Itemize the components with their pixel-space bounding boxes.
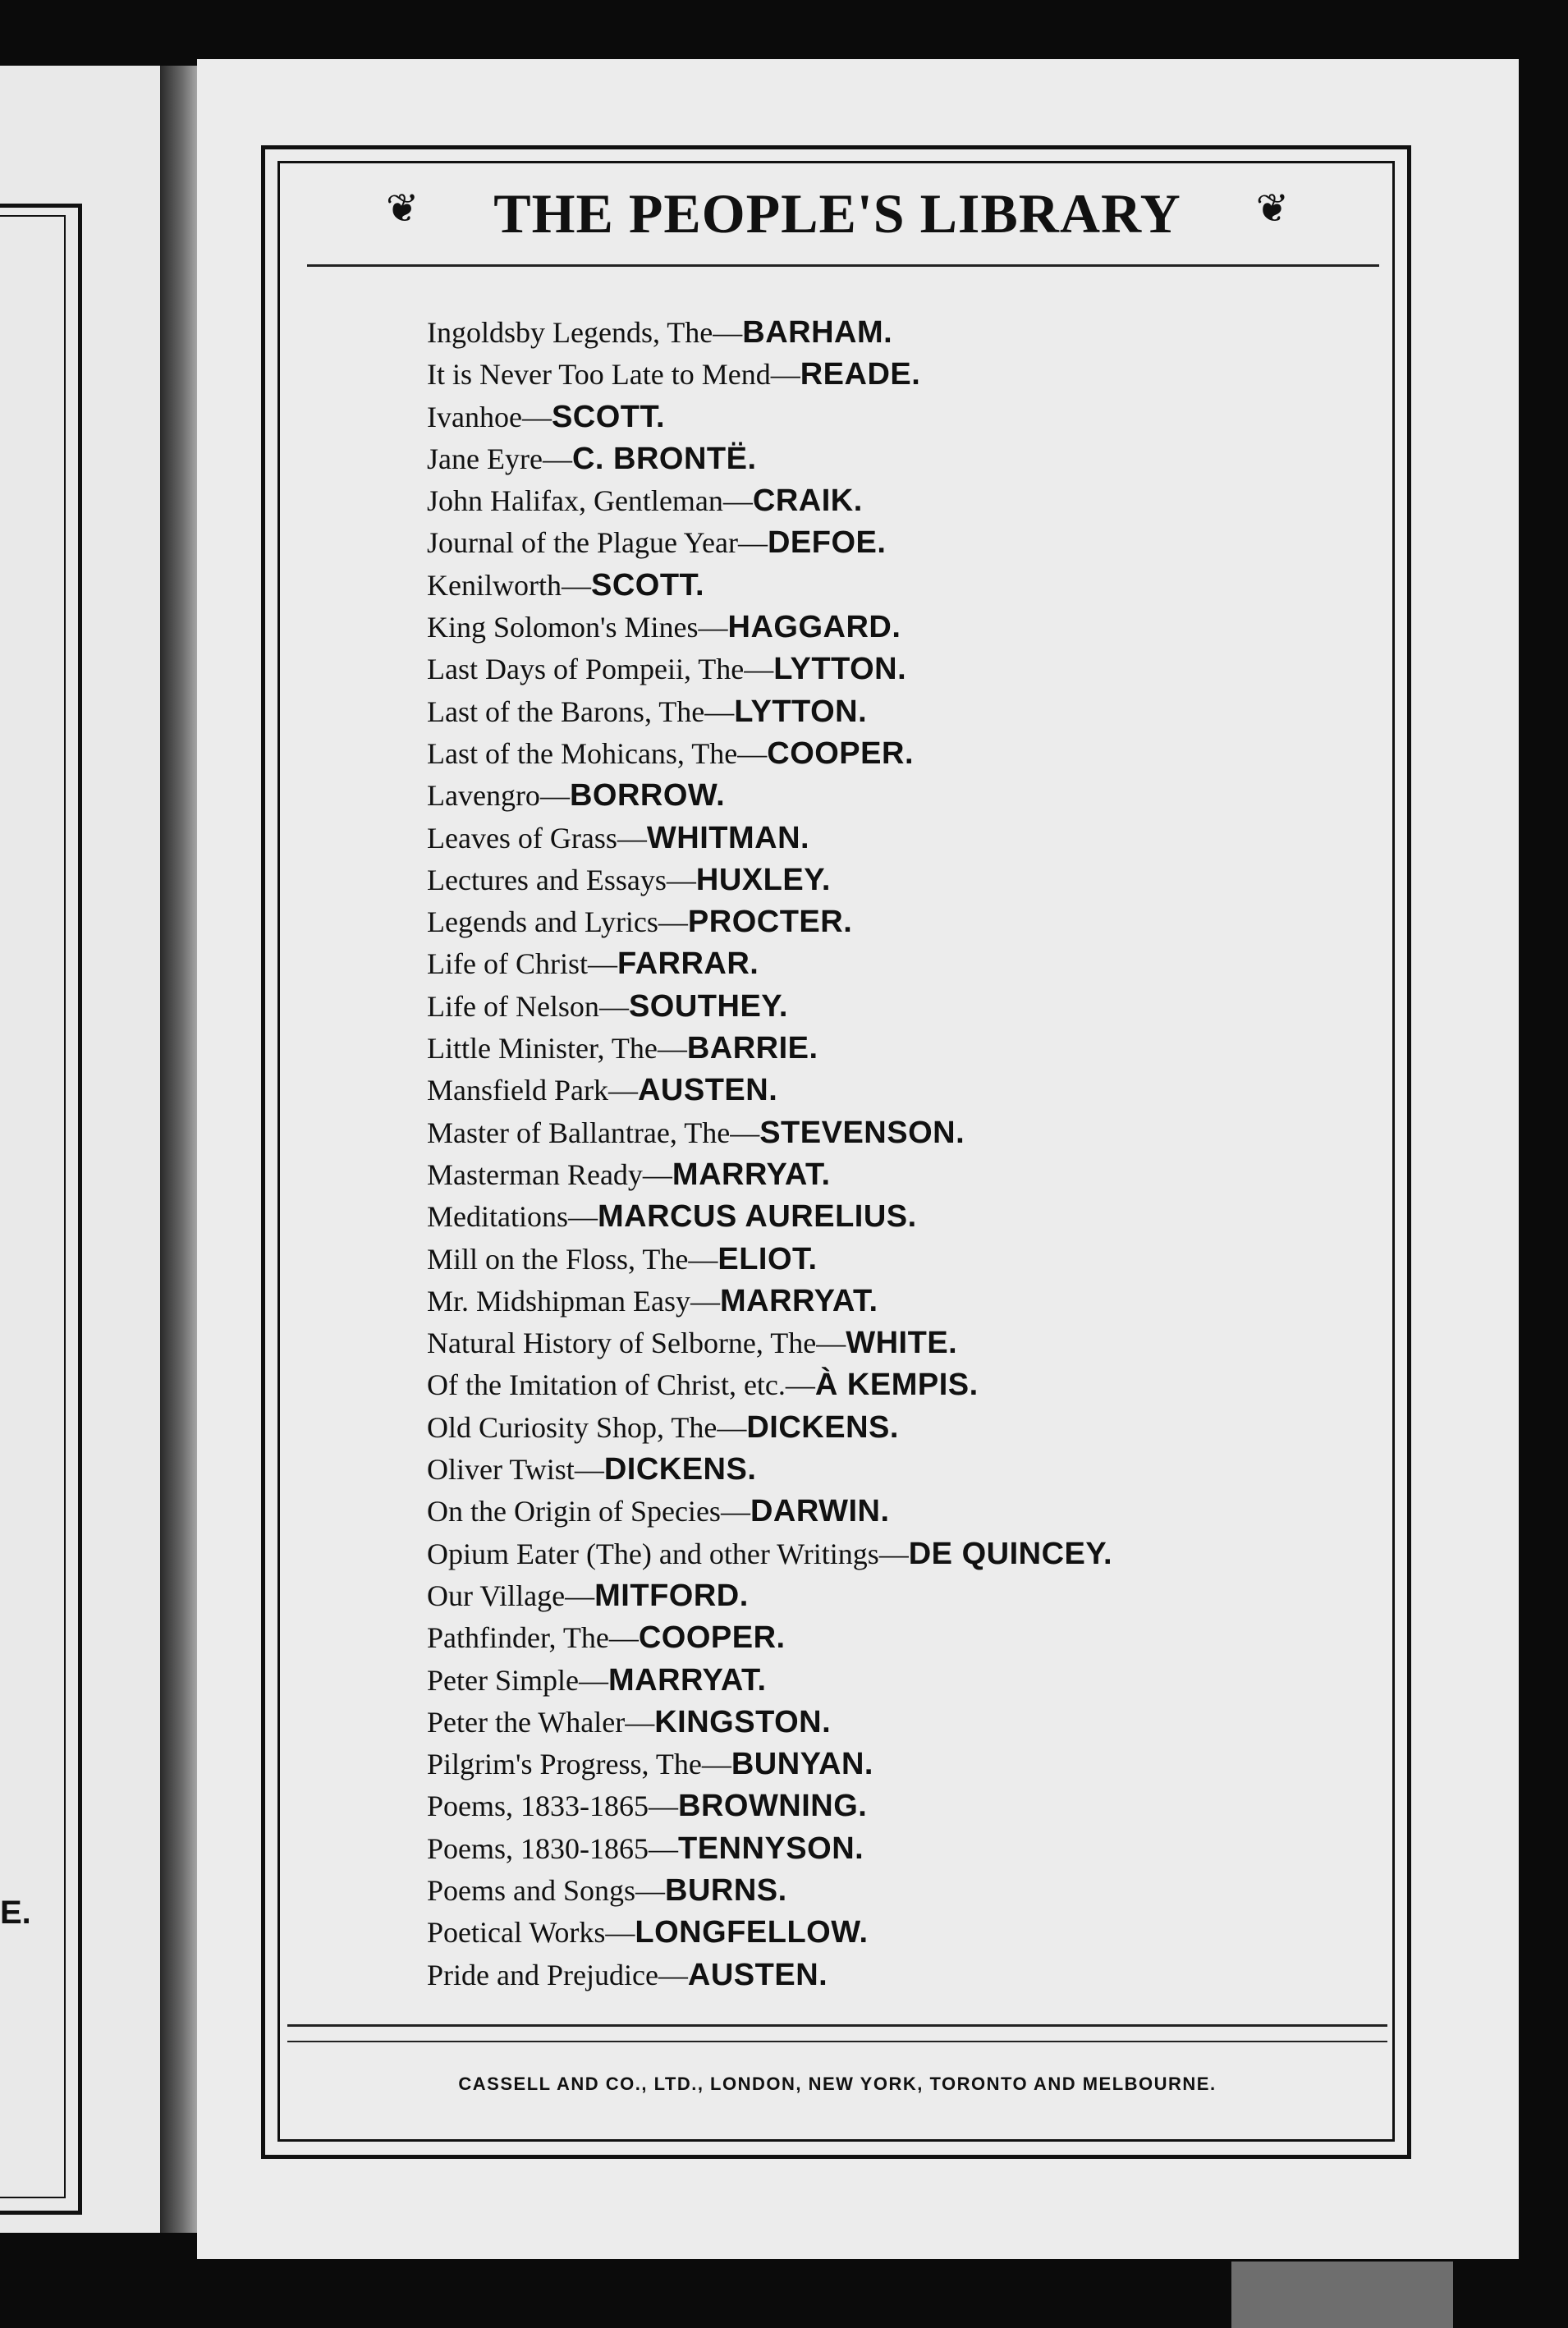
book-title: Oliver Twist	[427, 1453, 575, 1487]
book-author: DEFOE.	[767, 525, 887, 561]
em-dash: —	[722, 484, 753, 518]
book-title: Lavengro	[427, 779, 540, 813]
fleuron-right-icon: ❦	[1255, 186, 1289, 231]
list-item	[427, 1785, 1396, 1827]
left-page-text-fragment: E.	[0, 1895, 31, 1931]
list-item	[427, 1702, 1396, 1744]
list-item	[427, 1955, 1396, 1996]
book-author: COOPER.	[767, 736, 914, 771]
list-item	[427, 438, 1396, 480]
list-item	[427, 733, 1396, 775]
list-item	[427, 396, 1396, 438]
list-item	[427, 1364, 1396, 1406]
em-dash: —	[608, 1621, 639, 1655]
book-author: PROCTER.	[687, 905, 853, 940]
em-dash: —	[521, 400, 552, 433]
list-item	[427, 1533, 1396, 1575]
em-dash: —	[598, 989, 629, 1023]
left-page	[0, 66, 164, 2233]
list-item	[427, 1154, 1396, 1196]
em-dash: —	[688, 1242, 718, 1276]
em-dash: —	[658, 1958, 688, 1991]
list-item	[427, 943, 1396, 985]
em-dash: —	[785, 1368, 815, 1402]
em-dash: —	[658, 905, 688, 939]
list-item	[427, 1491, 1396, 1533]
book-author: BURNS.	[665, 1872, 787, 1908]
list-item	[427, 480, 1396, 522]
em-dash: —	[878, 1537, 909, 1570]
book-title: Journal of the Plague Year	[427, 526, 738, 560]
book-author: HUXLEY.	[695, 862, 831, 897]
book-title: It is Never Too Late to Mend	[427, 358, 771, 392]
book-title: Master of Ballantrae, The	[427, 1116, 731, 1149]
em-dash: —	[635, 1873, 666, 1907]
book-author: DICKENS.	[746, 1409, 899, 1445]
book-author: DARWIN.	[750, 1494, 890, 1529]
list-item	[427, 1744, 1396, 1785]
book-author: LONGFELLOW.	[635, 1915, 869, 1950]
book-title: Poems, 1830-1865	[427, 1831, 649, 1865]
list-item	[427, 1322, 1396, 1364]
book-author: À KEMPIS.	[814, 1368, 979, 1403]
header-rule	[307, 264, 1379, 267]
book-title: Mr. Midshipman Easy	[427, 1284, 690, 1318]
footer-rule-upper	[287, 2024, 1387, 2027]
em-dash: —	[649, 1790, 678, 1823]
em-dash: —	[666, 863, 696, 896]
book-author: SCOTT.	[551, 399, 666, 434]
fleuron-left-icon: ❦	[386, 186, 420, 231]
book-author: WHITMAN.	[646, 820, 810, 855]
book-title: Mansfield Park	[427, 1074, 608, 1107]
list-item	[427, 565, 1396, 607]
em-dash: —	[737, 736, 768, 770]
em-dash: —	[605, 1916, 635, 1950]
book-title: Poems, 1833-1865	[427, 1790, 649, 1823]
book-title: Last Days of Pompeii, The	[427, 653, 745, 686]
book-title: On the Origin of Species	[427, 1495, 721, 1528]
em-dash: —	[713, 316, 743, 349]
em-dash: —	[701, 1748, 731, 1781]
em-dash: —	[770, 358, 800, 392]
em-dash: —	[698, 611, 728, 644]
book-title: Ingoldsby Legends, The	[427, 316, 713, 349]
em-dash: —	[720, 1495, 750, 1528]
book-author: BORROW.	[569, 778, 726, 813]
list-item	[427, 648, 1396, 690]
em-dash: —	[744, 653, 774, 686]
em-dash: —	[704, 694, 735, 728]
em-dash: —	[542, 442, 572, 475]
em-dash: —	[690, 1284, 720, 1318]
em-dash: —	[625, 1705, 655, 1739]
book-author: LYTTON.	[773, 652, 907, 687]
book-author: AUSTEN.	[687, 1957, 828, 1992]
book-author: DICKENS.	[603, 1452, 757, 1487]
em-dash: —	[539, 779, 570, 813]
list-item	[427, 901, 1396, 943]
list-item	[427, 1028, 1396, 1070]
list-item	[427, 522, 1396, 564]
em-dash: —	[565, 1579, 595, 1612]
page-title: THE PEOPLE'S LIBRARY	[493, 181, 1181, 245]
book-title: Pride and Prejudice	[427, 1958, 658, 1991]
list-item	[427, 986, 1396, 1028]
book-author: MARRYAT.	[672, 1157, 831, 1192]
book-title: Kenilworth	[427, 568, 562, 602]
em-dash: —	[816, 1327, 846, 1360]
em-dash: —	[649, 1831, 678, 1865]
book-author: AUSTEN.	[637, 1073, 778, 1108]
book-author: FARRAR.	[617, 946, 759, 982]
list-item	[427, 1281, 1396, 1322]
book-author: DE QUINCEY.	[908, 1536, 1113, 1571]
book-title: King Solomon's Mines	[427, 611, 699, 644]
book-title: Masterman Ready	[427, 1157, 643, 1191]
list-item	[427, 859, 1396, 901]
em-dash: —	[561, 568, 591, 602]
book-author: C. BRONTË.	[571, 441, 757, 476]
book-author: SOUTHEY.	[628, 988, 788, 1024]
book-title: Peter Simple	[427, 1663, 579, 1697]
book-title: Little Minister, The	[427, 1032, 658, 1065]
list-item	[427, 818, 1396, 859]
book-title: Pilgrim's Progress, The	[427, 1748, 702, 1781]
list-item	[427, 1828, 1396, 1870]
list-item	[427, 312, 1396, 354]
list-item	[427, 1239, 1396, 1281]
book-title: Peter the Whaler	[427, 1705, 626, 1739]
em-dash: —	[607, 1074, 638, 1107]
list-item	[427, 1660, 1396, 1702]
list-item	[427, 1912, 1396, 1954]
list-item	[427, 607, 1396, 648]
book-author: BARRIE.	[686, 1031, 818, 1066]
book-title: Pathfinder, The	[427, 1621, 609, 1655]
list-item	[427, 691, 1396, 733]
book-author: BARHAM.	[742, 315, 893, 350]
book-title: Old Curiosity Shop, The	[427, 1410, 718, 1444]
book-author: BROWNING.	[678, 1789, 868, 1824]
list-item	[427, 1112, 1396, 1154]
book-author: BUNYAN.	[731, 1747, 873, 1782]
em-dash: —	[567, 1200, 598, 1234]
book-title: Of the Imitation of Christ, etc.	[427, 1368, 786, 1402]
book-title: Leaves of Grass	[427, 821, 617, 855]
book-author: MARRYAT.	[607, 1662, 767, 1698]
book-title: Life of Christ	[427, 947, 588, 981]
list-item	[427, 1196, 1396, 1238]
page-header	[304, 172, 1371, 254]
book-title: Mill on the Floss, The	[427, 1242, 689, 1276]
list-item	[427, 354, 1396, 396]
list-item	[427, 775, 1396, 817]
book-author: MARCUS AURELIUS.	[597, 1199, 917, 1235]
em-dash: —	[587, 947, 617, 981]
book-title: Lectures and Essays	[427, 863, 667, 896]
publisher-imprint: CASSELL AND CO., LTD., LONDON, NEW YORK, TORONTO AND MELBOURNE.	[458, 2074, 1217, 2094]
book-title: Meditations	[427, 1200, 568, 1234]
em-dash: —	[578, 1663, 608, 1697]
list-item	[427, 1617, 1396, 1659]
em-dash: —	[617, 821, 647, 855]
footer-rule-lower	[287, 2041, 1387, 2042]
book-author: LYTTON.	[734, 694, 868, 729]
book-author: TENNYSON.	[678, 1831, 864, 1866]
em-dash: —	[737, 526, 768, 560]
book-title: Last of the Mohicans, The	[427, 736, 738, 770]
em-dash: —	[717, 1410, 747, 1444]
book-title: John Halifax, Gentleman	[427, 484, 723, 518]
book-author: READE.	[800, 357, 921, 392]
book-author: MITFORD.	[594, 1578, 749, 1613]
scan-edge-strip	[1231, 2262, 1453, 2328]
book-title: Our Village	[427, 1579, 566, 1612]
book-author: WHITE.	[846, 1326, 958, 1361]
book-title: Jane Eyre	[427, 442, 543, 475]
book-title: Ivanhoe	[427, 400, 522, 433]
book-author: SCOTT.	[590, 567, 705, 603]
book-author: CRAIK.	[752, 483, 863, 519]
book-list	[427, 312, 1396, 1996]
book-author: ELIOT.	[718, 1241, 818, 1276]
list-item	[427, 1870, 1396, 1912]
book-author: MARRYAT.	[720, 1283, 878, 1318]
em-dash: —	[574, 1453, 604, 1487]
book-author: COOPER.	[638, 1620, 786, 1656]
em-dash: —	[642, 1157, 672, 1191]
book-author: KINGSTON.	[654, 1704, 832, 1739]
book-title: Poetical Works	[427, 1916, 606, 1950]
book-title: Opium Eater (The) and other Writings	[427, 1537, 879, 1570]
list-item	[427, 1407, 1396, 1449]
em-dash: —	[657, 1032, 687, 1065]
book-title: Natural History of Selborne, The	[427, 1327, 817, 1360]
book-title: Poems and Songs	[427, 1873, 636, 1907]
list-item	[427, 1070, 1396, 1111]
book-title: Life of Nelson	[427, 989, 599, 1023]
em-dash: —	[730, 1116, 760, 1149]
book-title: Last of the Barons, The	[427, 694, 705, 728]
book-title: Legends and Lyrics	[427, 905, 658, 939]
book-author: HAGGARD.	[727, 610, 901, 645]
list-item	[427, 1575, 1396, 1617]
book-author: STEVENSON.	[759, 1115, 965, 1150]
list-item	[427, 1449, 1396, 1491]
